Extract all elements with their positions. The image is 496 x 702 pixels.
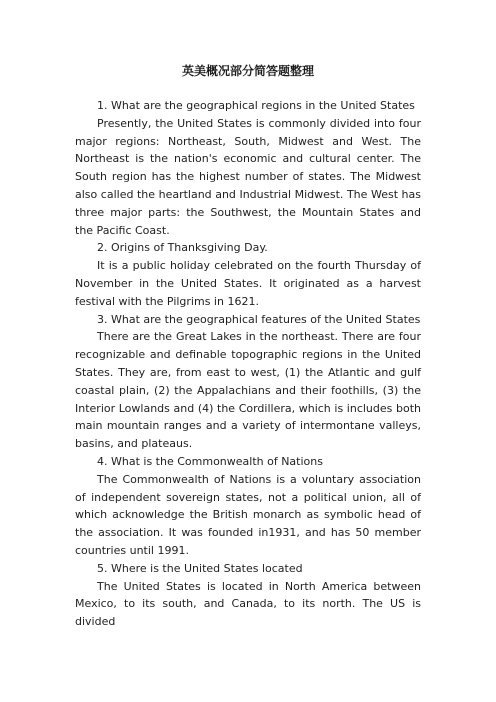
question-2: 2. Origins of Thanksgiving Day. — [97, 241, 268, 255]
answer-1: Presently, the United States is commonly divided into four major regions: Northeast, South, Midwest and West. The Northeast is the nation's economic and cultural center. The South region has the highest number of states. The Midwest also called the heartland and Industrial Midwest. The West has three major parts: the Southwest, the Mountain States and the Pacific Coast. — [75, 116, 421, 237]
question-4: 4. What is the Commonwealth of Nations — [97, 454, 323, 468]
question-5: 5. Where is the United States located — [97, 561, 303, 575]
answer-4: The Commonwealth of Nations is a voluntary association of independent sovereign states, not a political union, all of which acknowledge the British monarch as symbolic head of the association. It was founded in1931, and has 50 member countries until 1991. — [75, 472, 421, 557]
document-body — [75, 97, 421, 631]
document-title: 英美概况部分简答题整理 — [181, 64, 314, 78]
answer-5: The United States is located in North America between Mexico, to its south, and Canada, to its north. The US is divided — [75, 579, 421, 629]
question-1: 1. What are the geographical regions in the United States — [97, 99, 415, 112]
answer-3: There are the Great Lakes in the northeast. There are four recognizable and definable topographic regions in the United States. They are, from east to west, (1) the Atlantic and gulf coastal plain, (2) the Appalachians and their foothills, (3) the Interior Lowlands and (4) the Cordillera, which is includes both main mountain ranges and a variety of intermontane valleys, basins, and plateaus. — [75, 330, 421, 451]
answer-2: It is a public holiday celebrated on the fourth Thursday of November in the United States. It originated as a harvest festival with the Pilgrims in 1621. — [75, 259, 421, 308]
question-3: 3. What are the geographical features of the United States — [97, 312, 421, 326]
